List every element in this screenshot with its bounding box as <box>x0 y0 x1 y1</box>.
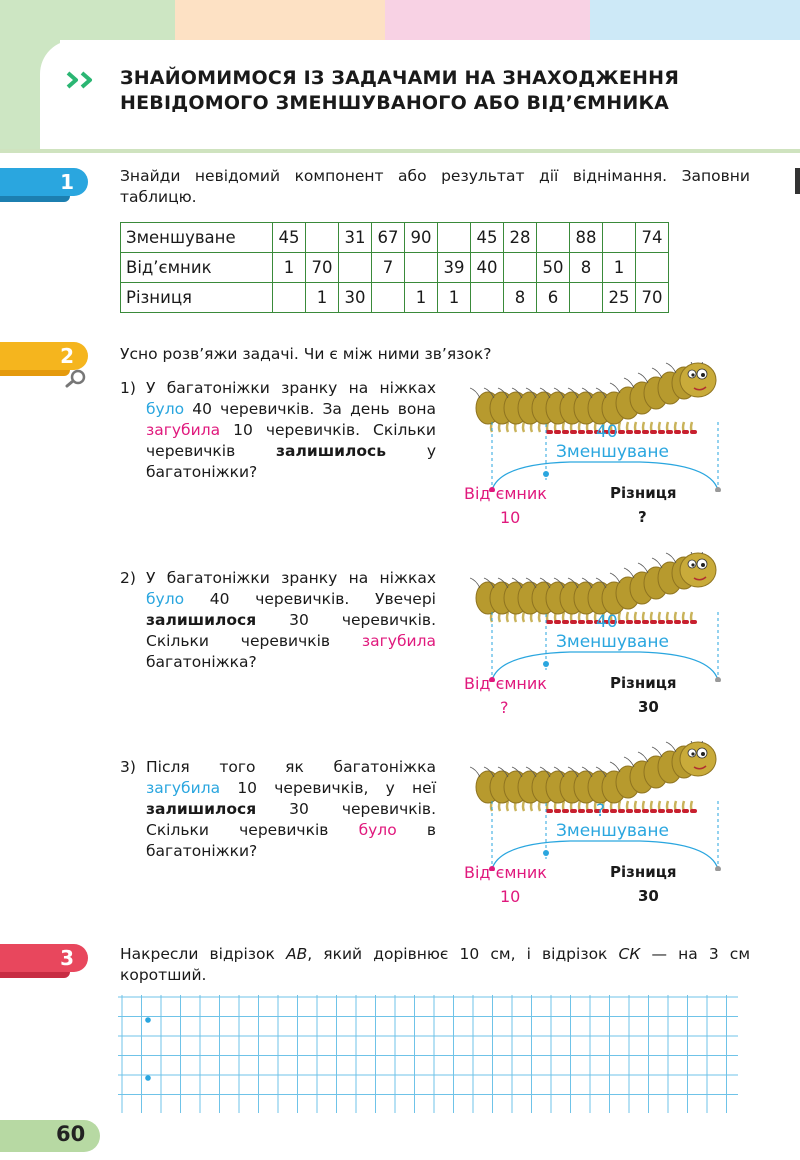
title-line-2: НЕВІДОМОГО ЗМЕНШУВАНОГО АБО ВІД’ЄМНИКА <box>120 92 670 114</box>
title-line-1: ЗНАЙОМИМОСЯ ІЗ ЗАДАЧАМИ НА ЗНАХОДЖЕННЯ <box>120 67 680 89</box>
top-value: 40 <box>596 422 618 442</box>
problem-text-part: Після того як багатоніжка <box>146 758 436 776</box>
minuend-label: Зменшуване <box>556 442 669 462</box>
empty-cell[interactable] <box>537 223 570 253</box>
value-cell: 1 <box>306 283 339 313</box>
table-row <box>121 283 669 313</box>
keyword: залишилося <box>146 800 257 818</box>
task-1-number: 1 <box>60 170 74 194</box>
minuend-label: Зменшуване <box>556 632 669 652</box>
keyword: було <box>146 590 185 608</box>
problem-text-part: 40 черевичків. За день вона <box>184 400 436 418</box>
problem-text <box>146 378 436 483</box>
empty-cell[interactable] <box>636 253 669 283</box>
value-cell: 31 <box>339 223 372 253</box>
problem-text-part: 30 черевичків. Скільки черевичків <box>146 800 436 839</box>
value-cell: 40 <box>471 253 504 283</box>
subtrahend-value: 10 <box>500 887 521 906</box>
section-title <box>120 66 760 116</box>
grid-paper[interactable] <box>118 995 738 1113</box>
value-cell: 6 <box>537 283 570 313</box>
value-cell: 90 <box>405 223 438 253</box>
task-3-text-a: Накресли відрізок <box>120 945 287 963</box>
minuend-label: Зменшуване <box>556 821 669 841</box>
stripe-orange <box>175 0 385 40</box>
stripe-blue <box>590 0 800 40</box>
empty-cell[interactable] <box>570 283 603 313</box>
magnifier-icon <box>64 368 88 388</box>
task-2-marker <box>0 342 88 370</box>
problem-text-part: 10 черевичків. Скільки черевичків <box>146 421 436 460</box>
value-cell: 39 <box>438 253 471 283</box>
row-label: Різниця <box>121 283 273 313</box>
problem-number: 2) <box>120 569 136 587</box>
value-cell: 1 <box>273 253 306 283</box>
difference-label: Різниця <box>610 484 677 502</box>
problem-text-part: в багатоніжки? <box>146 821 436 860</box>
value-cell: 28 <box>504 223 537 253</box>
table-row <box>121 253 669 283</box>
subtraction-table <box>120 222 669 313</box>
value-cell: 70 <box>306 253 339 283</box>
double-chevron-icon <box>66 70 106 90</box>
stripe-green <box>0 0 175 40</box>
empty-cell[interactable] <box>471 283 504 313</box>
value-cell: 8 <box>570 253 603 283</box>
difference-label: Різниця <box>610 674 677 692</box>
empty-cell[interactable] <box>273 283 306 313</box>
keyword: було <box>358 821 397 839</box>
empty-cell[interactable] <box>405 253 438 283</box>
value-cell: 1 <box>438 283 471 313</box>
row-label: Від’ємник <box>121 253 273 283</box>
keyword: залишилося <box>146 611 257 629</box>
edge-marker <box>795 168 800 194</box>
subtrahend-label: Від’ємник <box>464 484 547 503</box>
problem-number: 3) <box>120 758 136 776</box>
empty-cell[interactable] <box>306 223 339 253</box>
problem-text-part: 40 черевичків. Увечері <box>184 590 436 608</box>
problem-text-part: 30 черевичків. Скільки черевичків <box>146 611 436 650</box>
task-3-text <box>120 944 750 986</box>
keyword: було <box>146 400 185 418</box>
empty-cell[interactable] <box>438 223 471 253</box>
task-1-marker <box>0 168 88 196</box>
keyword: залишилось <box>276 442 387 460</box>
empty-cell[interactable] <box>603 223 636 253</box>
problem-number: 1) <box>120 379 136 397</box>
top-value: ? <box>596 801 606 821</box>
task-1-text: Знайди невідомий компонент або результат дії віднімання. Заповни таблицю. <box>120 167 750 206</box>
difference-label: Різниця <box>610 863 677 881</box>
keyword: загубила <box>146 779 221 797</box>
value-cell: 30 <box>339 283 372 313</box>
value-cell: 1 <box>405 283 438 313</box>
problem-text <box>146 757 436 862</box>
difference-value: 30 <box>638 887 659 905</box>
problem-text-part: у багатоніжки? <box>146 442 436 481</box>
header-rule <box>0 149 800 153</box>
empty-cell[interactable] <box>339 253 372 283</box>
subtrahend-label: Від’ємник <box>464 863 547 882</box>
difference-value: 30 <box>638 698 659 716</box>
value-cell: 7 <box>372 253 405 283</box>
task-3-text-b: , який дорівнює 10 см, і відрізок <box>307 945 619 963</box>
segment-ab: АВ <box>286 945 308 963</box>
task-3-text-c: — на 3 см коротший. <box>120 945 751 984</box>
value-cell: 50 <box>537 253 570 283</box>
value-cell: 67 <box>372 223 405 253</box>
value-cell: 74 <box>636 223 669 253</box>
empty-cell[interactable] <box>372 283 405 313</box>
empty-cell[interactable] <box>504 253 537 283</box>
keyword: загубила <box>361 632 436 650</box>
value-cell: 1 <box>603 253 636 283</box>
subtrahend-value: ? <box>500 698 509 717</box>
problem-text <box>146 568 436 673</box>
segment-ck: СК <box>618 945 641 963</box>
page-number: 60 <box>56 1122 86 1146</box>
value-cell: 25 <box>603 283 636 313</box>
stripe-pink <box>385 0 590 40</box>
value-cell: 45 <box>273 223 306 253</box>
task-2-number: 2 <box>60 344 74 368</box>
value-cell: 70 <box>636 283 669 313</box>
top-value: 40 <box>596 612 618 632</box>
difference-value: ? <box>638 508 647 526</box>
value-cell: 88 <box>570 223 603 253</box>
problem-text-part: 10 черевичків, у неї <box>220 779 436 797</box>
table-row <box>121 223 669 253</box>
task-2-intro: Усно розв’яжи задачі. Чи є між ними зв’язок? <box>120 345 492 363</box>
problem-text-part: багатоніжка? <box>146 653 257 671</box>
problem-text-part: У багатоніжки зранку на ніжках <box>146 569 436 587</box>
problem-text-part: У багатоніжки зранку на ніжках <box>146 379 436 397</box>
task-3-number: 3 <box>60 946 74 970</box>
subtrahend-label: Від’ємник <box>464 674 547 693</box>
subtrahend-value: 10 <box>500 508 521 527</box>
value-cell: 45 <box>471 223 504 253</box>
row-label: Зменшуване <box>121 223 273 253</box>
keyword: загубила <box>146 421 221 439</box>
task-3-marker <box>0 944 88 972</box>
value-cell: 8 <box>504 283 537 313</box>
